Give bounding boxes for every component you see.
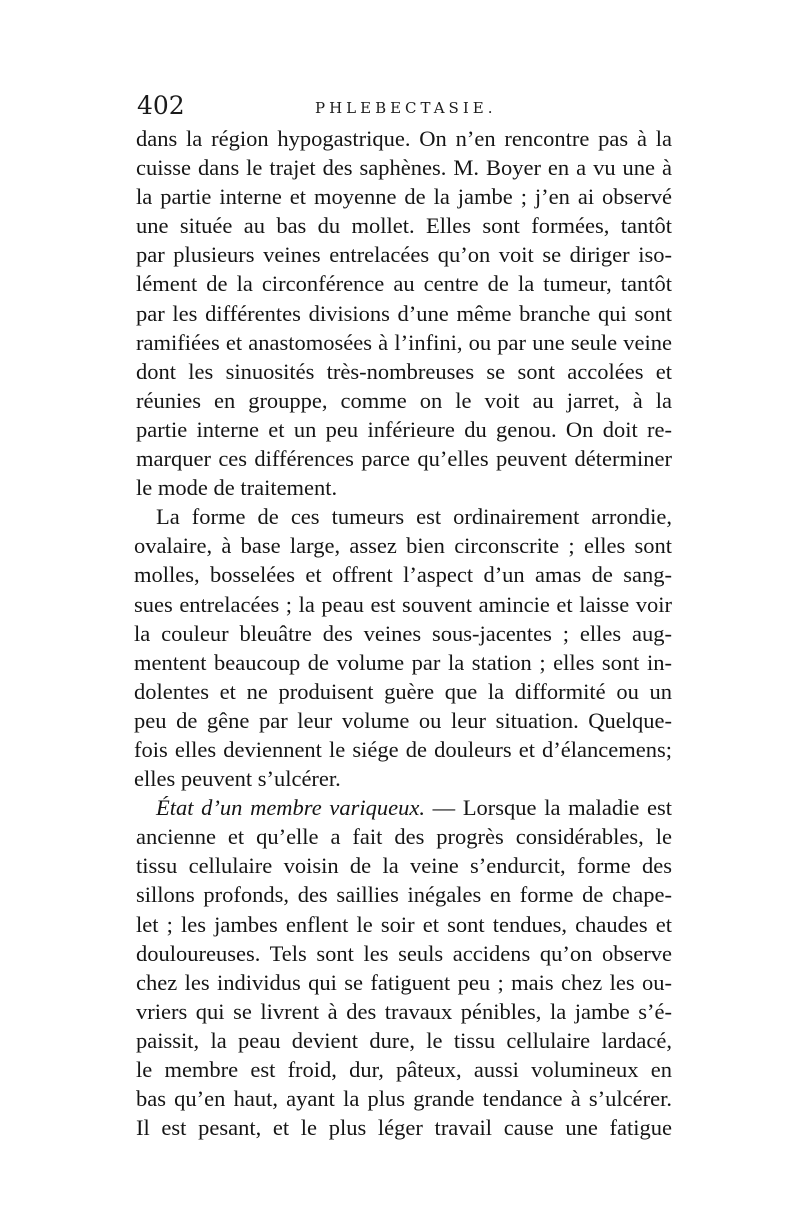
text-line: paissit, la peau devient dure, le tissu cellulaire lardacé, — [136, 1027, 672, 1053]
text-line: bas qu’en haut, ayant la plus grande tendance à s’ulcérer. — [136, 1086, 672, 1112]
page-number: 402 — [137, 91, 185, 120]
text-line: douloureuses. Tels sont les seuls accidens qu’on observe — [136, 940, 672, 966]
text-line: La forme de ces tumeurs est ordinairement arrondie, — [156, 504, 672, 530]
text-line: chez les individus qui se fatiguent peu ; mais chez les ou- — [136, 969, 672, 995]
text-line: cuisse dans le trajet des saphènes. M. Boyer en a vu une à — [136, 155, 672, 181]
text-line: sillons profonds, des saillies inégales en forme de chape- — [136, 882, 672, 908]
paragraph-group — [112, 124, 672, 793]
text-line: par plusieurs veines entrelacées qu’on voit se diriger iso- — [136, 242, 672, 268]
section-heading-continuation: — Lorsque la maladie est — [424, 795, 672, 821]
text-line: dolentes et ne produisent guère que la difformité ou un — [134, 678, 672, 704]
text-line: dont les sinuosités très-nombreuses se sont accolées et — [136, 358, 672, 384]
page-header — [137, 91, 677, 127]
text-line: lément de la circonférence au centre de la tumeur, tantôt — [136, 271, 672, 297]
text-line: ovalaire, à base large, assez bien circonscrite ; elles sont — [134, 533, 672, 559]
text-line: elles peuvent s’ulcérer. — [134, 766, 341, 792]
text-line: la couleur bleuâtre des veines sous-jacentes ; elles aug- — [134, 620, 672, 646]
text-line: Il est pesant, et le plus léger travail cause une fatigue — [136, 1115, 672, 1141]
text-line: vriers qui se livrent à des travaux pénibles, la jambe s’é- — [136, 998, 672, 1024]
text-line: réunies en grouppe, comme on le voit au jarret, à la — [136, 387, 672, 413]
text-line: dans la région hypogastrique. On n’en rencontre pas à la — [136, 126, 672, 151]
paragraph-group — [112, 822, 672, 1142]
body-text — [112, 124, 672, 1142]
text-line: mentent beaucoup de volume par la station ; elles sont in- — [134, 649, 672, 675]
text-line: ancienne et qu’elle a fait des progrès considérables, le — [136, 824, 672, 850]
text-line: let ; les jambes enflent le soir et sont tendues, chaudes et — [136, 911, 672, 937]
text-line: sues entrelacées ; la peau est souvent amincie et laisse voir — [134, 591, 672, 617]
text-line: marquer ces différences parce qu’elles peuvent déterminer — [136, 446, 672, 472]
text-line: ramifiées et anastomosées à l’infini, ou par une seule veine — [136, 329, 672, 355]
running-head: PHLEBECTASIE. — [315, 99, 497, 117]
text-line: peu de gêne par leur volume ou leur situation. Quelque- — [134, 707, 672, 733]
text-line: une située au bas du mollet. Elles sont formées, tantôt — [136, 213, 672, 239]
section-heading: État d’un membre variqueux. — [156, 795, 425, 821]
text-line: partie interne et un peu inférieure du genou. On doit re- — [136, 416, 672, 442]
text-line: par les différentes divisions d’une même branche qui sont — [136, 300, 672, 326]
section-heading-line — [112, 793, 672, 822]
text-line: tissu cellulaire voisin de la veine s’endurcit, forme des — [136, 853, 672, 879]
text-line: le mode de traitement. — [136, 475, 338, 501]
text-line: fois elles deviennent le siége de douleurs et d’élancemens; — [134, 736, 672, 762]
text-line: le membre est froid, dur, pâteux, aussi volumineux en — [136, 1057, 672, 1082]
text-line: la partie interne et moyenne de la jambe ; j’en ai observé — [136, 184, 672, 210]
text-line: molles, bosselées et offrent l’aspect d’un amas de sang- — [134, 562, 672, 588]
